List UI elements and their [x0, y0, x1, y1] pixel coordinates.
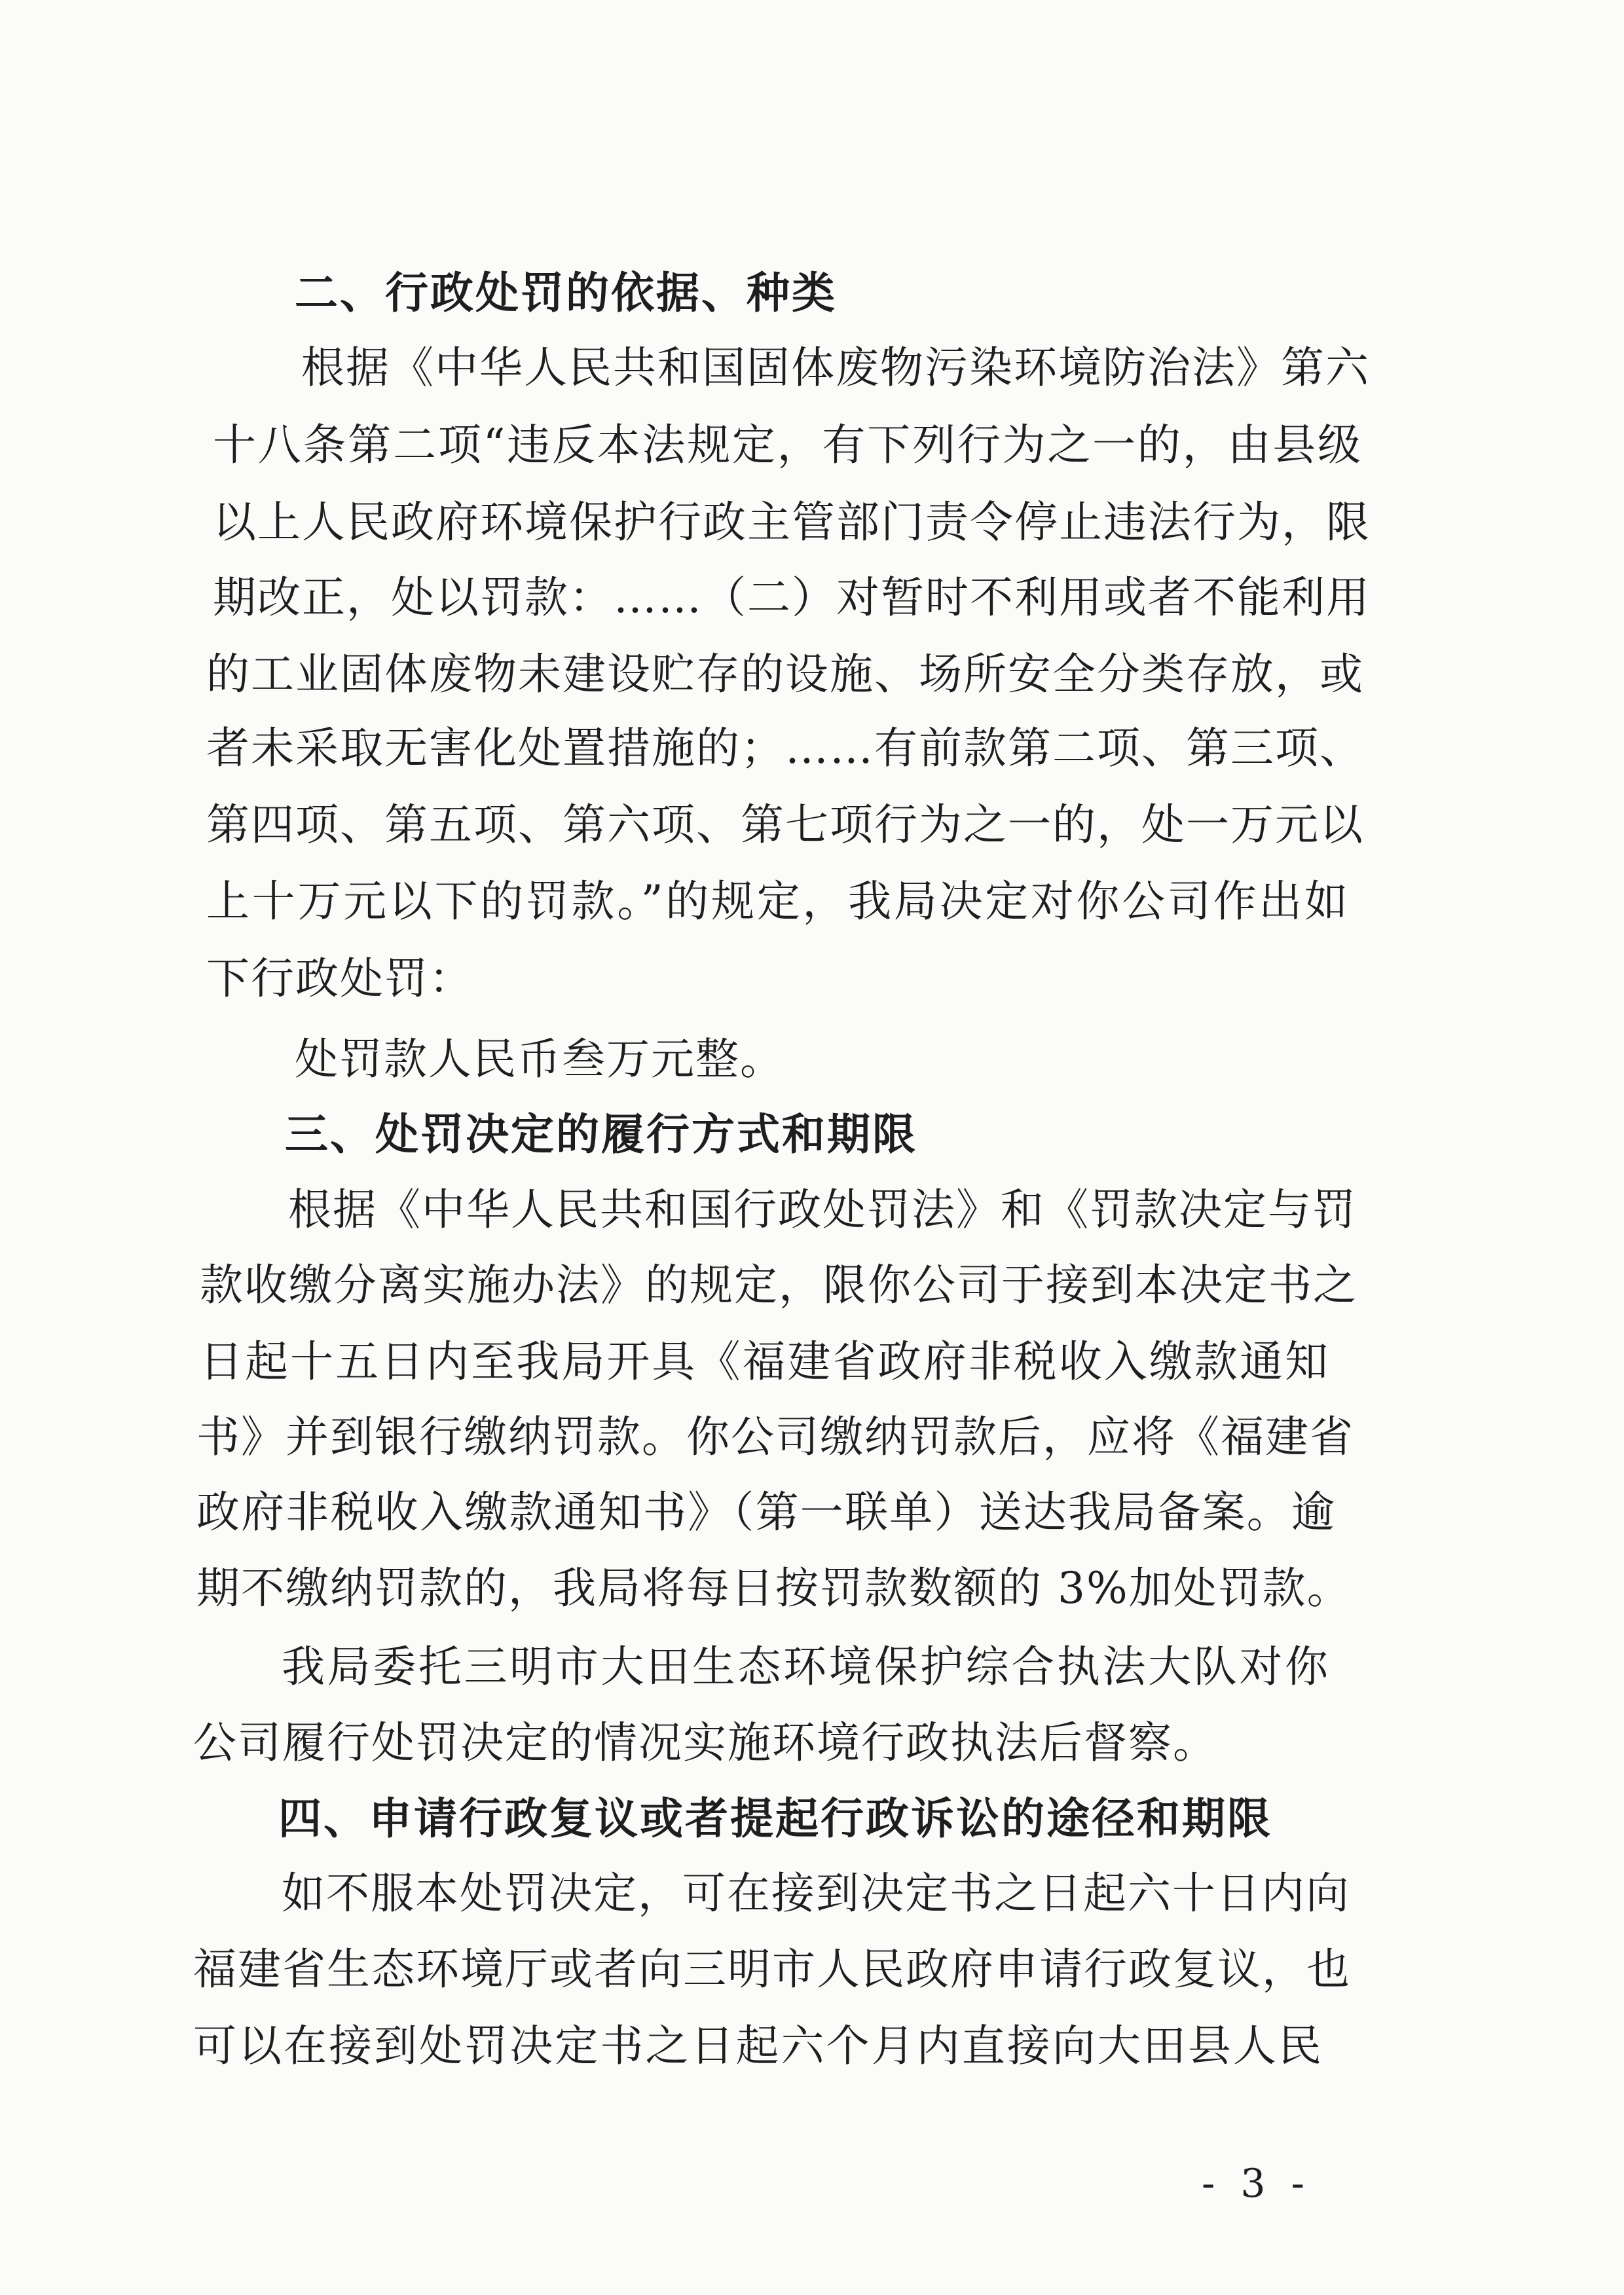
- paragraph-line: 书》并到银行缴纳罚款。你公司缴纳罚款后，应将《福建省: [196, 1412, 1354, 1462]
- paragraph-line: 日起十五日内至我局开具《福建省政府非税收入缴款通知: [200, 1336, 1329, 1387]
- paragraph-line: 第四项、第五项、第六项、第七项行为之一的，处一万元以: [206, 799, 1364, 850]
- paragraph-line: 款收缴分离实施办法》的规定，限你公司于接到本决定书之: [200, 1260, 1357, 1310]
- paragraph-line: 者未采取无害化处置措施的；……有前款第二项、第三项、: [206, 723, 1364, 773]
- paragraph-line: 期改正，处以罚款：……（二）对暂时不利用或者不能利用: [213, 572, 1371, 623]
- paragraph-line: 根据《中华人民共和国固体废物污染环境防治法》第六: [301, 342, 1370, 393]
- paragraph-line: 福建省生态环境厅或者向三明市人民政府申请行政复议，也: [193, 1944, 1351, 1994]
- paragraph-line: 下行政处罚：: [206, 953, 473, 1004]
- section-heading-performance: 三、处罚决定的履行方式和期限: [285, 1109, 917, 1160]
- section-heading-basis: 二、行政处罚的依据、种类: [295, 268, 837, 318]
- paragraph-line: 政府非税收入缴款通知书》（第一联单）送达我局备案。逾: [196, 1487, 1336, 1537]
- paragraph-line: 期不缴纳罚款的，我局将每日按罚款数额的 3%加处罚款。: [196, 1563, 1352, 1613]
- paragraph-line: 我局委托三明市大田生态环境保护综合执法大队对你: [282, 1642, 1329, 1692]
- paragraph-line: 十八条第二项“违反本法规定，有下列行为之一的，由县级: [213, 420, 1362, 470]
- page-number: - 3 -: [1202, 2161, 1311, 2207]
- paragraph-line: 如不服本处罚决定，可在接到决定书之日起六十日内向: [282, 1868, 1350, 1919]
- paragraph-line: 上十万元以下的罚款。”的规定，我局决定对你公司作出如: [206, 876, 1349, 927]
- paragraph-line: 公司履行处罚决定的情况实施环境行政执法后督察。: [193, 1717, 1217, 1768]
- paragraph-line: 可以在接到处罚决定书之日起六个月内直接向大田县人民: [193, 2021, 1323, 2071]
- penalty-amount: 处罚款人民币叁万元整。: [295, 1034, 784, 1084]
- section-heading-remedy: 四、申请行政复议或者提起行政诉讼的途径和期限: [278, 1793, 1272, 1844]
- paragraph-line: 的工业固体废物未建设贮存的设施、场所安全分类存放，或: [206, 649, 1364, 699]
- paragraph-line: 根据《中华人民共和国行政处罚法》和《罚款决定与罚: [288, 1184, 1357, 1235]
- paragraph-line: 以上人民政府环境保护行政主管部门责令停止违法行为，限: [213, 497, 1371, 547]
